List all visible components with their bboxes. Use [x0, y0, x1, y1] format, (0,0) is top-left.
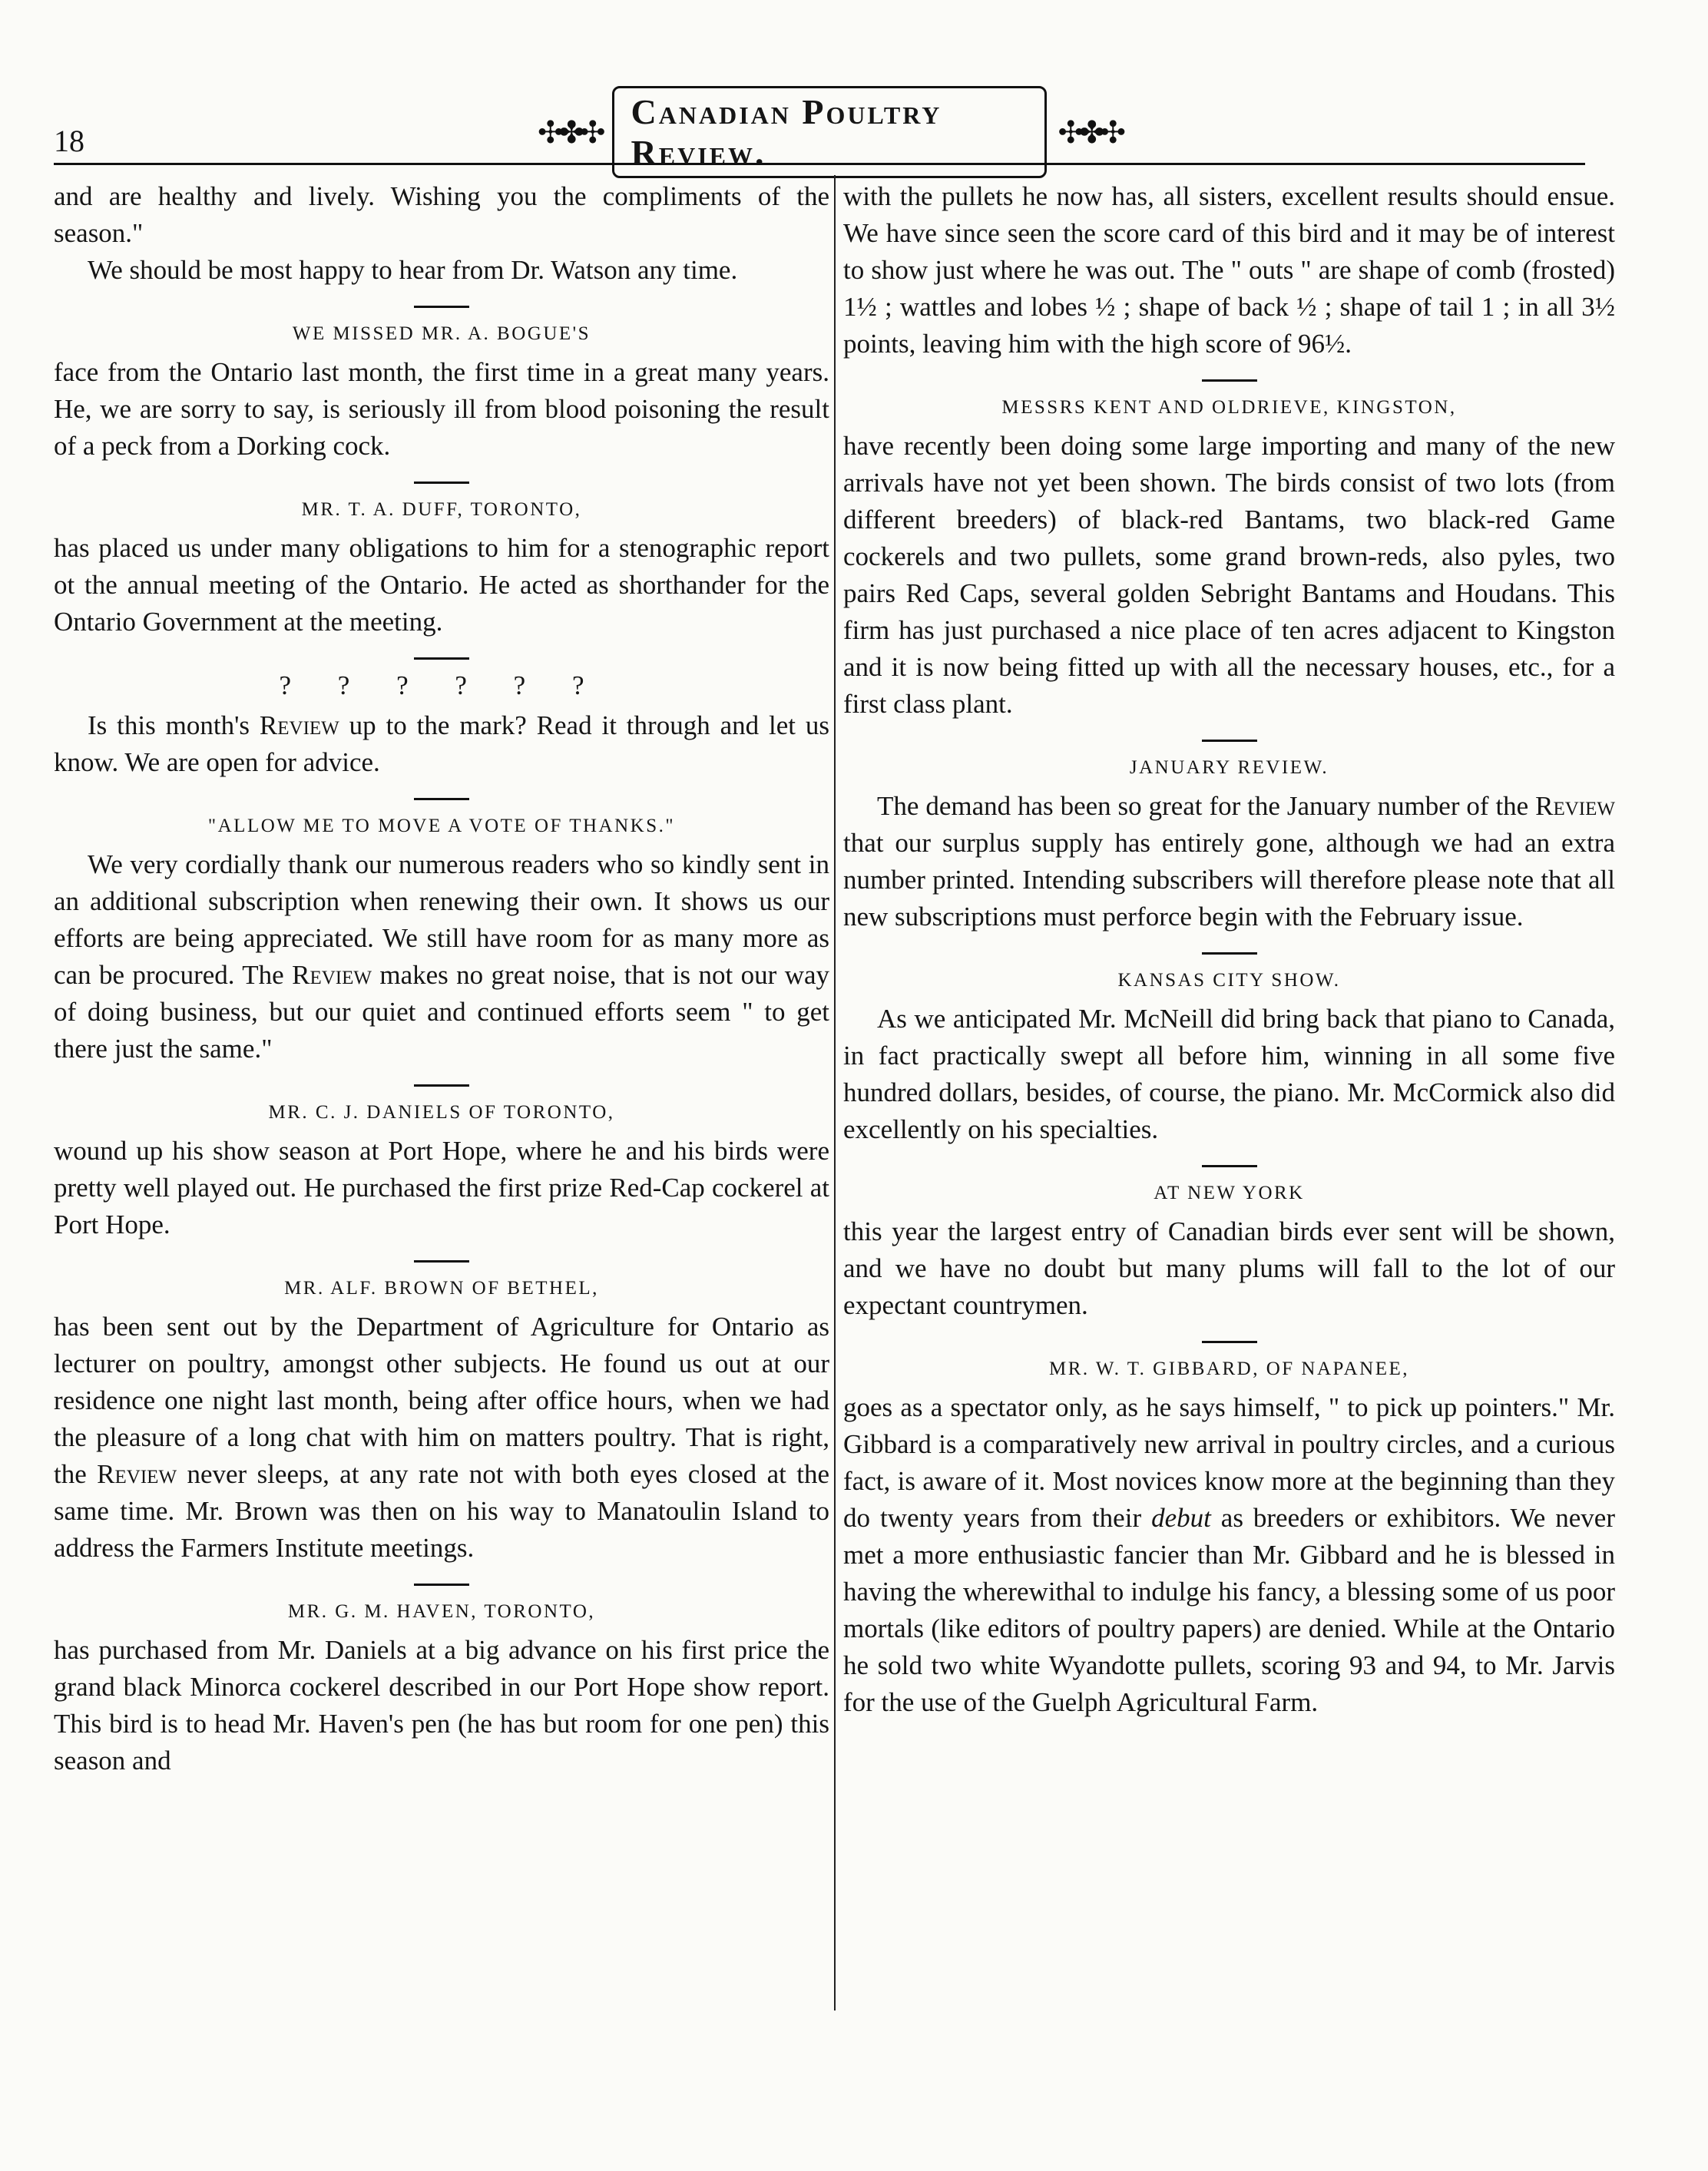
daniels-heading: MR. C. J. DANIELS OF TORONTO,	[268, 1102, 615, 1123]
right-column	[843, 178, 1615, 1721]
column-divider	[834, 175, 836, 2010]
daniels-body: wound up his show season at Port Hope, where he and his birds were pretty well played out. He purchased the first prize Red-Cap cockerel at Port Hope.	[54, 1136, 829, 1239]
advice-body: Is this month's Review up to the mark? Read it through and let us know. We are open for advice.	[54, 710, 829, 777]
kent-oldrieve-body: have recently been doing some large importing and many of the new arrivals have not yet been shown. The birds consist of two lots (from different breeders) of black-red Bantams, two black-red Game cockerels and two pullets, some grand brown-reds, also pyles, two pairs Red Caps, several golden Sebright Bantams and Houdans. This firm has just purchased a nice place of ten acres adjacent to Kingston and it is now being fitted up with all the necessary houses, etc., for a first class plant.	[843, 431, 1615, 719]
gibbard-heading: MR. W. T. GIBBARD, OF NAPANEE,	[1048, 1359, 1410, 1379]
header-rule	[54, 163, 1585, 165]
duff-heading: MR. T. A. DUFF, TORONTO,	[301, 499, 582, 520]
bogue-body: face from the Ontario last month, the first time in a great many years. He, we are sorry to say, is seriously ill from blood poisoning the result of a peck from a Dorking cock.	[54, 357, 829, 461]
left-column	[54, 178, 829, 1779]
section-rule	[1202, 740, 1257, 742]
kansas-city-heading: KANSAS CITY SHOW.	[1117, 970, 1341, 991]
masthead	[538, 92, 1121, 172]
magazine-title: Canadian Poultry Review.	[612, 86, 1048, 178]
thanks-heading: "ALLOW ME TO MOVE A VOTE OF THANKS."	[207, 816, 676, 836]
new-york-body: this year the largest entry of Canadian birds ever sent will be shown, and we have no doubt but many plums will fall to the lot of our expectant countrymen.	[843, 1216, 1615, 1320]
section-rule	[414, 1084, 469, 1087]
left-ornament-icon: ✣✤✣	[538, 114, 601, 150]
haven-heading: MR. G. M. HAVEN, TORONTO,	[287, 1601, 596, 1622]
watson-note: We should be most happy to hear from Dr. Watson any time.	[88, 255, 738, 285]
bogue-heading: WE MISSED MR. A. BOGUE'S	[292, 323, 591, 344]
kent-oldrieve-heading: MESSRS KENT AND OLDRIEVE, KINGSTON,	[1001, 397, 1457, 418]
thanks-body: We very cordially thank our numerous readers who so kindly sent in an additional subscription when renewing their own. It shows us our efforts are being appreciated. We still have room for as many more as can be procured. The Review makes no great noise, that is not our way of doing business, but our quiet and continued efforts seem " to get there just the same."	[54, 849, 830, 1064]
right-continuation-text: with the pullets he now has, all sisters, excellent results should ensue. We have since seen the score card of this bird and it may be of interest to show just where he was out. The " outs " are shape of comb (frosted) 1½ ; wattles and lobes ½ ; shape of back ½ ; shape of tail 1 ; in all 3½ points, leaving him with the high score of 96½.	[843, 181, 1615, 359]
new-york-heading: AT NEW YORK	[1154, 1183, 1305, 1203]
january-review-heading: JANUARY REVIEW.	[1129, 757, 1329, 778]
right-ornament-icon: ✣✤✣	[1058, 114, 1121, 150]
section-rule	[1202, 952, 1257, 955]
section-rule	[1202, 379, 1257, 382]
page-number: 18	[54, 124, 84, 158]
brown-heading: MR. ALF. BROWN OF BETHEL,	[284, 1278, 599, 1299]
section-rule	[1202, 1341, 1257, 1343]
section-rule	[414, 1584, 469, 1586]
section-rule	[414, 1260, 469, 1263]
question-marks-heading: ? ? ? ? ? ?	[279, 670, 604, 700]
duff-body: has placed us under many obligations to him for a stenographic report ot the annual meeting of the Ontario. He acted as shorthander for the Ontario Government at the meeting.	[54, 533, 829, 637]
section-rule	[1202, 1165, 1257, 1167]
brown-body: has been sent out by the Department of Agriculture for Ontario as lecturer on poultry, amongst other subjects. He found us out at our residence one night last month, being after office hours, when we had the pleasure of a long chat with him on matters poultry. That is right, the Review never sleeps, at any rate not with both eyes closed at the same time. Mr. Brown was then on his way to Manatoulin Island to address the Farmers Institute meetings.	[54, 1312, 829, 1563]
section-rule	[414, 657, 469, 660]
section-rule	[414, 482, 469, 484]
gibbard-body: goes as a spectator only, as he says himself, " to pick up pointers." Mr. Gibbard is a comparatively new arrival in poultry circles, and a curious fact, is aware of it. Most novices know more at the beginning than they do twenty years from their debut as breeders or exhibitors. We never met a more enthusiastic fancier than Mr. Gibbard and he is blessed in having the wherewithal to indulge his fancy, a blessing some of us poor mortals (like editors of poultry papers) are denied. While at the Ontario he sold two white Wyandotte pullets, scoring 93 and 94, to Mr. Jarvis for the use of the Guelph Agricultural Farm.	[843, 1392, 1616, 1717]
january-review-body: The demand has been so great for the January number of the Review that our surplus supply has entirely gone, although we had an extra number printed. Intending subscribers will therefore please note that all new subscriptions must perforce begin with the February issue.	[843, 791, 1615, 932]
haven-body: has purchased from Mr. Daniels at a big advance on his first price the grand black Minorca cockerel described in our Port Hope show report. This bird is to head Mr. Haven's pen (he has but room for one pen) this season and	[54, 1635, 829, 1776]
section-rule	[414, 798, 469, 800]
left-continuation-text: and are healthy and lively. Wishing you the compliments of the season."	[54, 181, 829, 248]
kansas-city-body: As we anticipated Mr. McNeill did bring back that piano to Canada, in fact practically swept all before him, winning in all some five hundred dollars, besides, of course, the piano. Mr. McCormick also did excellently on his specialties.	[843, 1004, 1615, 1144]
section-rule	[414, 306, 469, 308]
